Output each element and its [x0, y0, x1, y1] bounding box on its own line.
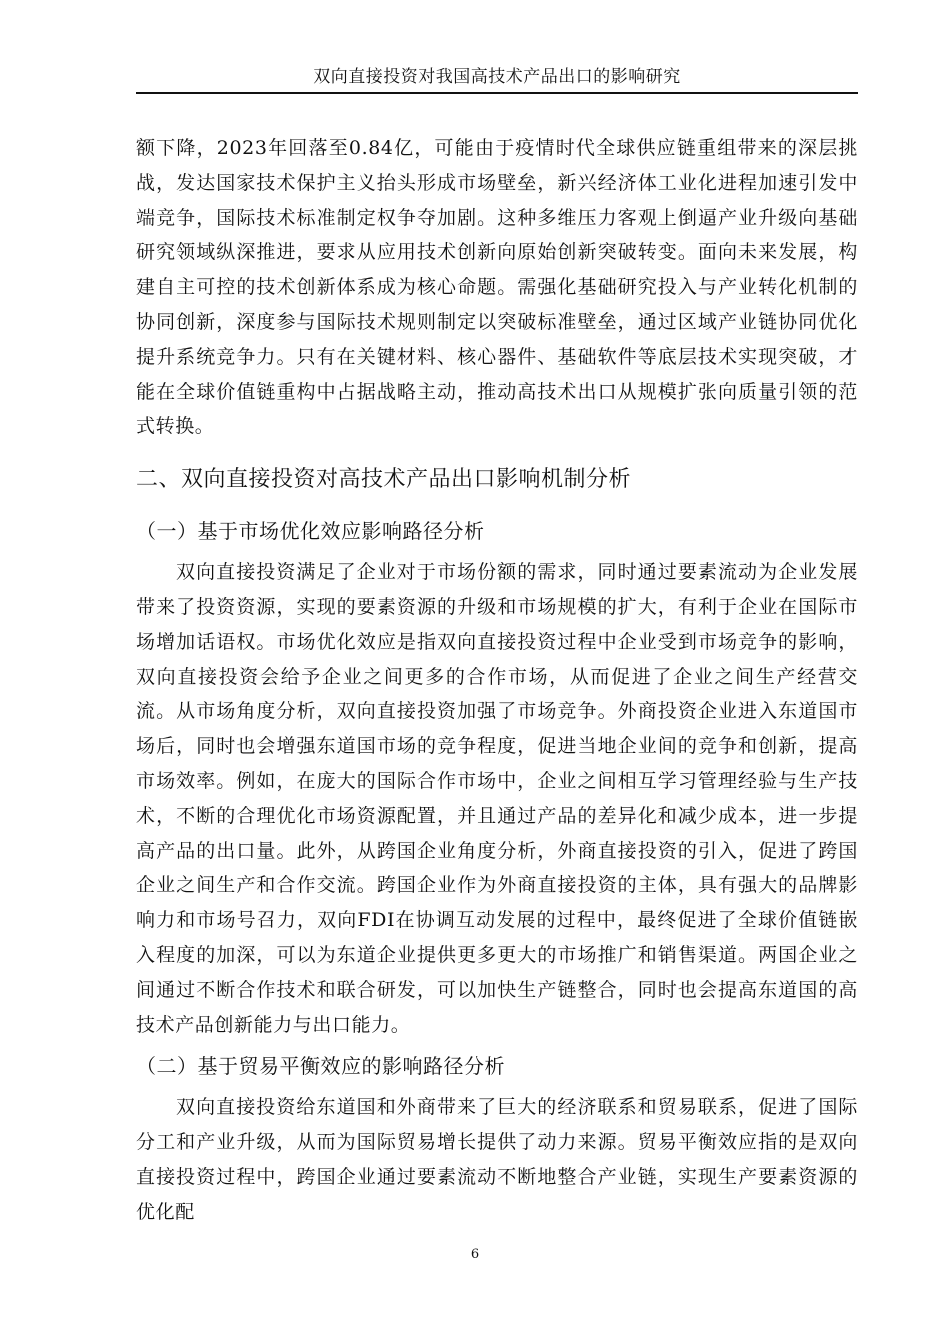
subsection-heading-1: （一）基于市场优化效应影响路径分析	[136, 519, 485, 544]
continued-paragraph: 额下降，2023年回落至0.84亿，可能由于疫情时代全球供应链重组带来的深层挑战，发达国家技术保护主义抬头形成市场壁垒，新兴经济体工业化进程加速引发中端竞争，国际技术标准制定权争夺加剧。这种多维压力客观上倒逼产业升级向基础研究领域纵深推进，要求从应用技术创新向原始创新突破转变。面向未来发展，构建自主可控的技术创新体系成为核心命题。需强化基础研究投入与产业转化机制的协同创新，深度参与国际技术规则制定以突破标准壁垒，通过区域产业链协同优化提升系统竞争力。只有在关键材料、核心器件、基础软件等底层技术实现突破，才能在全球价值链重构中占据战略主动，推动高技术出口从规模扩张向质量引领的范式转换。	[136, 137, 858, 438]
subsection-1-paragraph: 双向直接投资满足了企业对于市场份额的需求，同时通过要素流动为企业发展带来了投资资源，实现的要素资源的升级和市场规模的扩大，有利于企业在国际市场增加话语权。市场优化效应是指双向直接投资过程中企业受到市场竞争的影响，双向直接投资会给予企业之间更多的合作市场，从而促进了企业之间生产经营交流。从市场角度分析，双向直接投资加强了市场竞争。外商投资企业进入东道国市场后，同时也会增强东道国市场的竞争程度，促进当地企业间的竞争和创新，提高市场效率。例如，在庞大的国际合作市场中，企业之间相互学习管理经验与生产技术，不断的合理优化市场资源配置，并且通过产品的差异化和减少成本，进一步提高产品的出口量。此外，从跨国企业角度分析，外商直接投资的引入，促进了跨国企业之间生产和合作交流。跨国企业作为外商直接投资的主体，具有强大的品牌影响力和市场号召力，双向FDI在协调互动发展的过程中，最终促进了全球价值链嵌入程度的加深，可以为东道企业提供更多更大的市场推广和销售渠道。两国企业之间通过不断合作技术和联合研发，可以加快生产链整合，同时也会提高东道国的高技术产品创新能力与出口能力。	[136, 561, 858, 1036]
subsection-heading-2: （二）基于贸易平衡效应的影响路径分析	[136, 1054, 505, 1079]
page-body	[136, 131, 858, 1230]
page-number: 6	[470, 1247, 480, 1262]
subsection-2-paragraph: 双向直接投资给东道国和外商带来了巨大的经济联系和贸易联系，促进了国际分工和产业升级，从而为国际贸易增长提供了动力来源。贸易平衡效应指的是双向直接投资过程中，跨国企业通过要素流动不断地整合产业链，实现生产要素资源的优化配	[136, 1096, 858, 1223]
running-header-title: 双向直接投资对我国高技术产品出口的影响研究	[313, 67, 681, 87]
header-rule	[136, 92, 858, 94]
section-heading: 二、双向直接投资对高技术产品出口影响机制分析	[136, 467, 632, 493]
